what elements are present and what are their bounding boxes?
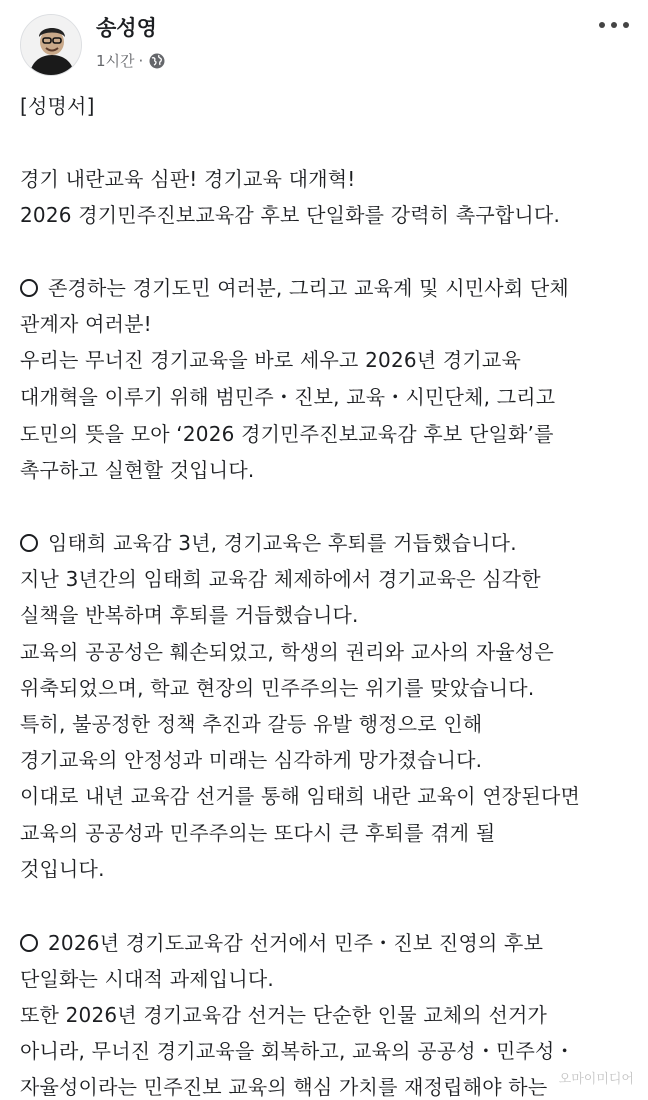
paragraph-line: 경기교육의 안정성과 미래는 심각하게 망가졌습니다. (20, 748, 483, 772)
paragraph-line: 지난 3년간의 임태희 교육감 체제하에서 경기교육은 심각한 (20, 567, 541, 591)
paragraph-text: 임태희 교육감 3년, 경기교육은 후퇴를 거듭했습니다. (48, 531, 517, 555)
paragraph-line: 촉구하고 실현할 것입니다. (20, 458, 255, 482)
author-name[interactable]: 송성영 (96, 16, 157, 40)
headline-line: 경기 내란교육 심판! 경기교육 대개혁! (20, 167, 356, 191)
headline-line: 2026 경기민주진보교육감 후보 단일화를 강력히 촉구합니다. (20, 203, 561, 227)
paragraph-line: 관계자 여러분! (20, 312, 152, 336)
paragraph-line: 교육의 공공성과 민주주의는 또다시 큰 후퇴를 겪게 될 (20, 821, 496, 845)
post-time[interactable]: 1시간 (96, 52, 135, 70)
paragraph-line: 자율성이라는 민주진보 교육의 핵심 가치를 재정립해야 하는 (20, 1075, 548, 1099)
paragraph-line (20, 927, 543, 956)
paragraph-line: 도민의 뜻을 모아 ‘2026 경기민주진보교육감 후보 단일화’를 (20, 422, 554, 446)
paragraph-line: 것입니다. (20, 857, 105, 881)
paragraph-text: 존경하는 경기도민 여러분, 그리고 교육계 및 시민사회 단체 (48, 276, 569, 300)
paragraph-line: 특히, 불공정한 정책 추진과 갈등 유발 행정으로 인해 (20, 712, 483, 736)
paragraph-line: 또한 2026년 경기교육감 선거는 단순한 인물 교체의 선거가 (20, 1003, 548, 1027)
more-horizontal-icon (594, 10, 634, 40)
profile-photo (21, 15, 82, 76)
paragraph-line: 교육의 공공성은 훼손되었고, 학생의 권리와 교사의 자율성은 (20, 640, 554, 664)
circle-bullet-icon (20, 279, 38, 297)
paragraph-line: 우리는 무너진 경기교육을 바로 세우고 2026년 경기교육 (20, 348, 521, 372)
more-options-button[interactable] (594, 10, 634, 40)
post-meta (96, 50, 165, 71)
paragraph-line: 이대로 내년 교육감 선거를 통해 임태희 내란 교육이 연장된다면 (20, 784, 580, 808)
paragraph-line (20, 272, 569, 301)
paragraph-text: 2026년 경기도교육감 선거에서 민주・진보 진영의 후보 (48, 931, 544, 955)
paragraph-line: 위축되었으며, 학교 현장의 민주주의는 위기를 맞았습니다. (20, 676, 535, 700)
paragraph-line (20, 527, 517, 556)
meta-separator: · (138, 52, 144, 70)
statement-heading: [성명서] (20, 94, 95, 118)
globe-icon[interactable] (149, 53, 165, 69)
circle-bullet-icon (20, 534, 38, 552)
paragraph-line: 대개혁을 이루기 위해 범민주・진보, 교육・시민단체, 그리고 (20, 385, 556, 409)
paragraph-line: 실책을 반복하며 후퇴를 거듭했습니다. (20, 603, 359, 627)
paragraph-line: 단일화는 시대적 과제입니다. (20, 967, 274, 991)
avatar[interactable] (20, 14, 82, 76)
watermark: 오마이미디어 (558, 1072, 634, 1087)
circle-bullet-icon (20, 934, 38, 952)
paragraph-line: 아니라, 무너진 경기교육을 회복하고, 교육의 공공성・민주성・ (20, 1039, 575, 1063)
post-header (0, 0, 648, 80)
